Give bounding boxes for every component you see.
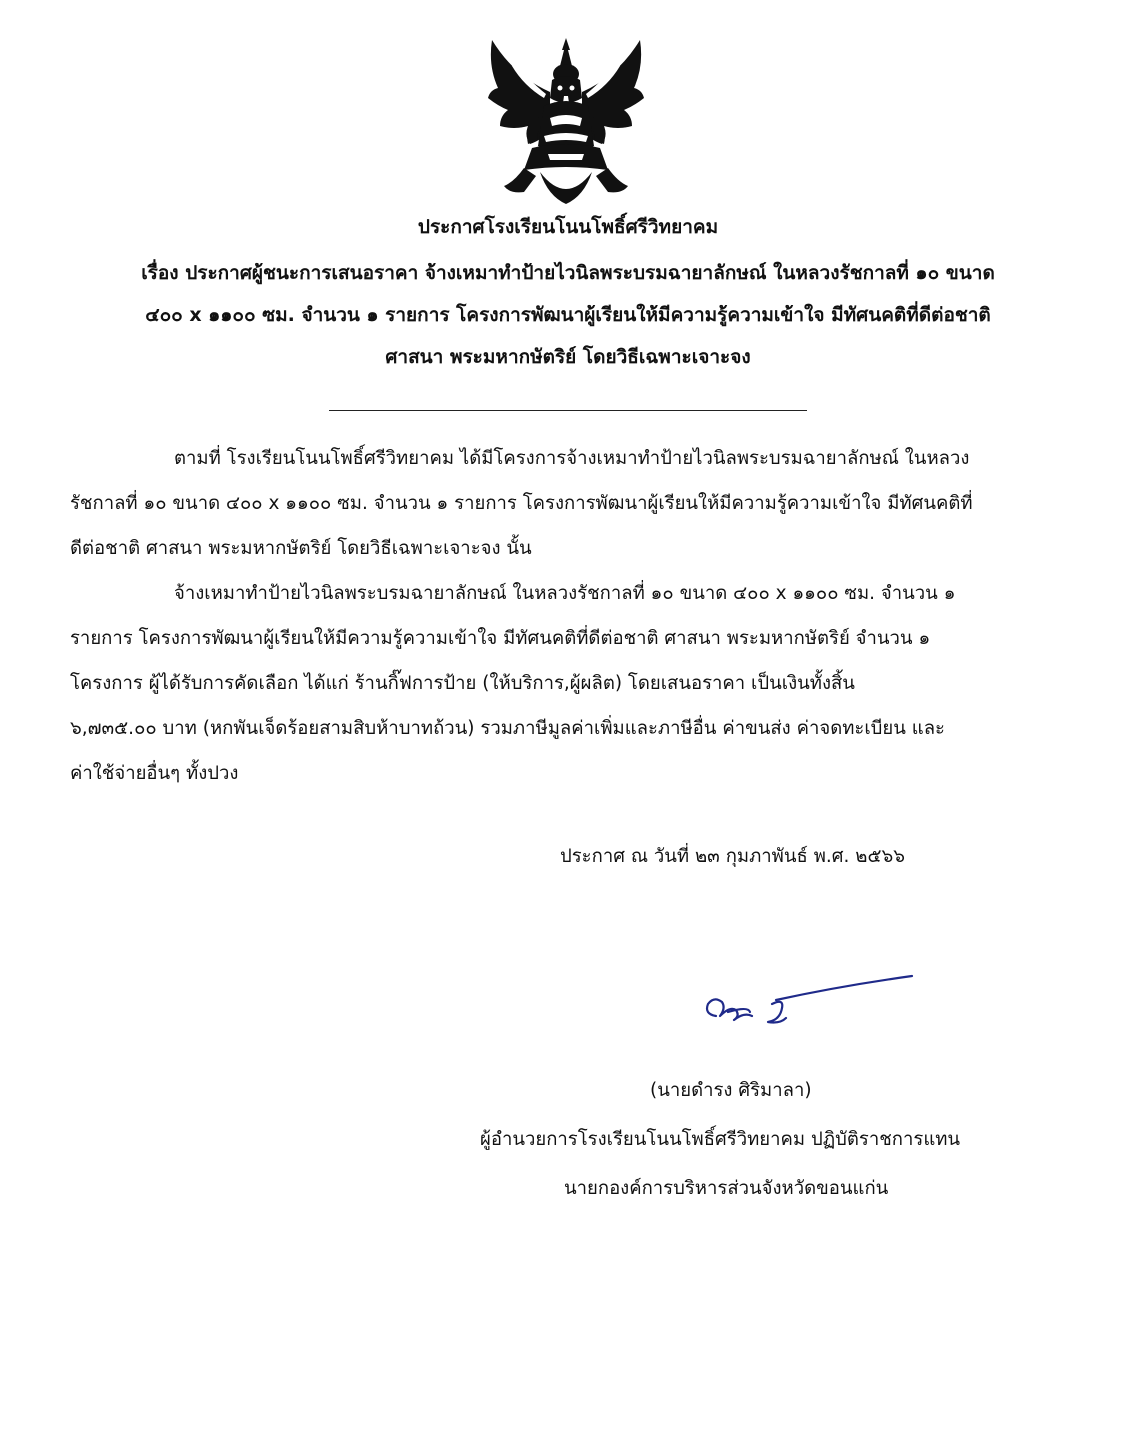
subject-line: ๔๐๐ x ๑๑๐๐ ซม. จำนวน ๑ รายการ โครงการพัฒนาผู้เรียนให้มีความรู้ความเข้าใจ มีทัศนคติที่ดีต่อชาติ bbox=[145, 304, 991, 326]
body-line: โครงการ ผู้ได้รับการคัดเลือก ได้แก่ ร้านกิ๊ฟการป้าย (ให้บริการ,ผู้ผลิต) โดยเสนอราคา เป็นเงินทั้งสิ้น bbox=[70, 673, 855, 694]
body-line: รายการ โครงการพัฒนาผู้เรียนให้มีความรู้ความเข้าใจ มีทัศนคติที่ดีต่อชาติ ศาสนา พระมหากษัตริย์ จำนวน ๑ bbox=[70, 628, 931, 649]
announcement-date: ประกาศ ณ วันที่ ๒๓ กุมภาพันธ์ พ.ศ. ๒๕๖๖ bbox=[560, 846, 905, 867]
body-line: ๖,๗๓๕.๐๐ บาท (หกพันเจ็ดร้อยสามสิบห้าบาทถ้วน) รวมภาษีมูลค่าเพิ่มและภาษีอื่น ค่าขนส่ง ค่าจดทะเบียน และ bbox=[70, 718, 945, 739]
signer-name: (นายดำรง ศิริมาลา) bbox=[650, 1080, 812, 1101]
document-body bbox=[70, 436, 1050, 796]
handwritten-signature bbox=[690, 972, 920, 1036]
garuda-emblem-icon bbox=[484, 36, 648, 208]
body-line: ตามที่ โรงเรียนโนนโพธิ์ศรีวิทยาคม ได้มีโครงการจ้างเหมาทำป้ายไวนิลพระบรมฉายาลักษณ์ ในหลวง bbox=[174, 448, 970, 469]
body-line: ค่าใช้จ่ายอื่นๆ ทั้งปวง bbox=[70, 763, 239, 784]
signer-organization: นายกองค์การบริหารส่วนจังหวัดขอนแก่น bbox=[564, 1178, 889, 1199]
divider-line bbox=[329, 410, 807, 411]
subject-line: เรื่อง ประกาศผู้ชนะการเสนอราคา จ้างเหมาทำป้ายไวนิลพระบรมฉายาลักษณ์ ในหลวงรัชกาลที่ ๑๐ ขนาด bbox=[141, 262, 995, 284]
body-line: รัชกาลที่ ๑๐ ขนาด ๔๐๐ x ๑๑๐๐ ซม. จำนวน ๑ รายการ โครงการพัฒนาผู้เรียนให้มีความรู้ความเข้าใจ มีทัศนคติที่ bbox=[70, 493, 973, 514]
paragraph-1 bbox=[70, 436, 1050, 571]
document-subject bbox=[40, 252, 1096, 378]
paragraph-2 bbox=[70, 571, 1050, 796]
signer-position: ผู้อำนวยการโรงเรียนโนนโพธิ์ศรีวิทยาคม ปฏิบัติราชการแทน bbox=[480, 1129, 961, 1150]
subject-line: ศาสนา พระมหากษัตริย์ โดยวิธีเฉพาะเจาะจง bbox=[385, 346, 751, 368]
heading-block bbox=[40, 214, 1096, 378]
document-title: ประกาศโรงเรียนโนนโพธิ์ศรีวิทยาคม bbox=[417, 216, 719, 238]
body-line: จ้างเหมาทำป้ายไวนิลพระบรมฉายาลักษณ์ ในหลวงรัชกาลที่ ๑๐ ขนาด ๔๐๐ x ๑๑๐๐ ซม. จำนวน ๑ bbox=[174, 583, 956, 604]
body-line: ดีต่อชาติ ศาสนา พระมหากษัตริย์ โดยวิธีเฉพาะเจาะจง นั้น bbox=[70, 538, 532, 559]
